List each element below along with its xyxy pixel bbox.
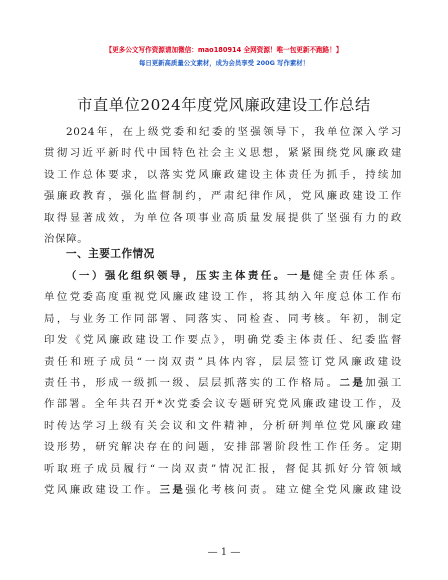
- text-line: 强廉政教育，强化监督制约，严肃纪律作风，党风廉政建设工作: [44, 190, 402, 203]
- text-line: 2024年，在上级党委和纪委的坚强领导下，我单位深入学习: [66, 126, 402, 138]
- text-line: 设工作总体要求，以落实党风廉政建设主体责任为抓手，持续加: [44, 168, 402, 181]
- section-body: [44, 266, 402, 501]
- point-marker: 一是: [286, 270, 313, 282]
- text-line: 听取班子成员履行“一岗双责”情况汇报，督促其抓好分管领域: [44, 462, 402, 475]
- text-line: 取得显著成效，为单位各项事业高质量发展提供了坚强有力的政: [44, 211, 402, 224]
- text-fragment: 责任书，形成一级抓一级、层层抓落实的工作格局。: [44, 376, 340, 389]
- text-line: [44, 480, 402, 501]
- point-marker: 三是: [159, 483, 186, 496]
- text-line: 治保障。: [44, 232, 89, 245]
- page-number: — 1 —: [207, 547, 241, 558]
- text-line: 时传达学习上级有关会议和文件精神，分析研判单位党风廉政建: [44, 419, 402, 432]
- text-line: 印发《党风廉政建设工作要点》，明确党委主体责任、纪委监督: [44, 334, 402, 347]
- text-line: 责任和班子成员“一岗双责”具体内容，层层签订党风廉政建设: [44, 355, 402, 368]
- text-line: 贯彻习近平新时代中国特色社会主义思想，紧紧围绕党风廉政建: [44, 147, 402, 160]
- document-title: 市直单位2024年度党风廉政建设工作总结: [77, 96, 371, 114]
- text-line: 作部署。全年共召开*次党委会议专题研究党风廉政建设工作，及: [44, 398, 402, 411]
- point-marker: 二是: [339, 376, 366, 389]
- text-line: [44, 373, 402, 394]
- text-fragment: 党风廉政建设工作。: [44, 483, 160, 496]
- point-text: 健全责任体系。: [312, 270, 402, 282]
- promo-banner-line-2: 每日更新高质量公文素材，成为会员享受 200G 写作素材！: [138, 59, 310, 67]
- intro-paragraph: [44, 122, 402, 250]
- promo-banner-line-1: 【更多公文写作资源请加微信：mao180914 全网资源！唯一包更新不跑路！】: [105, 46, 343, 54]
- subsection-line: [44, 266, 402, 287]
- point-text: 强化考核问责。建立健全党风廉政建设: [185, 483, 402, 496]
- text-line: 局，与业务工作同部署、同落实、同检查、同考核。年初，制定: [44, 312, 402, 325]
- subsection-heading: （一）强化组织领导，压实主体责任。: [66, 270, 287, 282]
- point-text: 加强工: [365, 376, 402, 389]
- text-line: 设形势，研究解决存在的问题，安排部署阶段性工作任务。定期: [44, 441, 402, 454]
- section-heading: 一、主要工作情况: [66, 248, 155, 260]
- text-line: 单位党委高度重视党风廉政建设工作，将其纳入年度总体工作布: [44, 291, 402, 304]
